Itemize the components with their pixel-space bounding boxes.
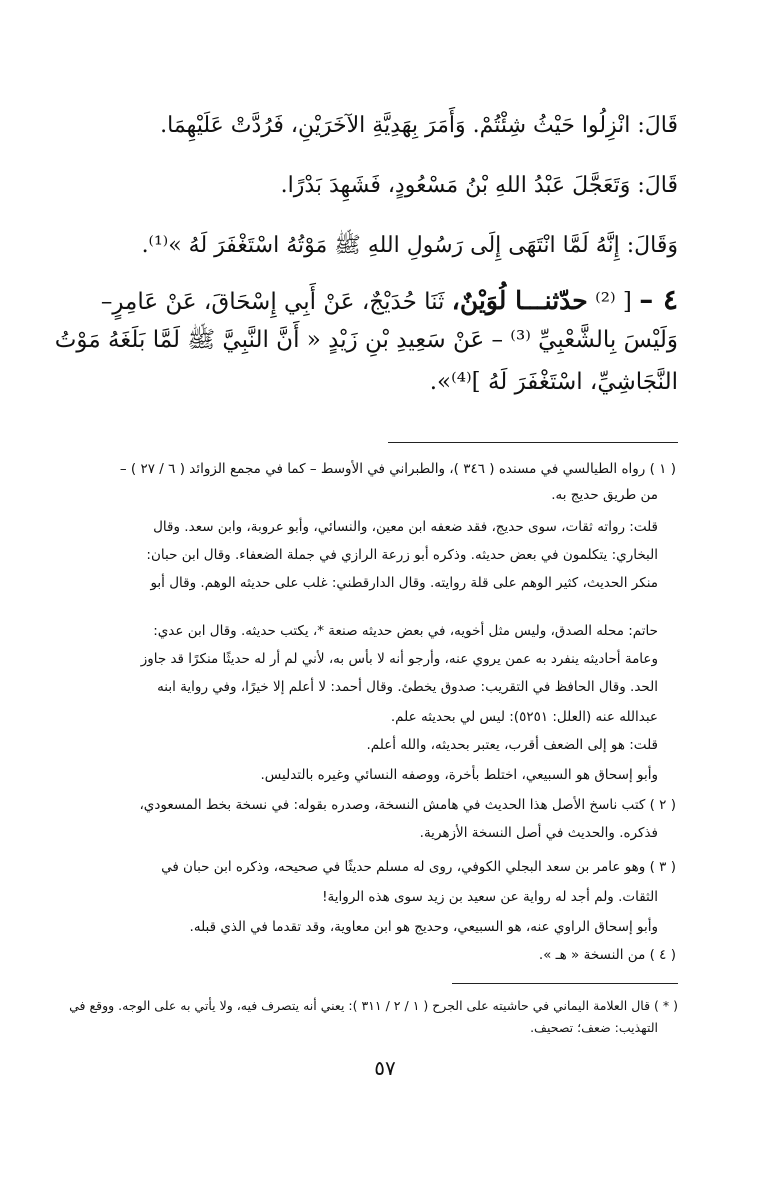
main-text-line: وَقَالَ: إِنَّهُ لَمَّا انْتَهَى إِلَى رَسُولِ اللهِ ﷺ مَوْتُهُ اسْتَغْفَرَ لَهُ »⁽¹⁾.: [141, 233, 678, 258]
hadith-heading-line: [56, 280, 678, 322]
footnote-marker: [ ⁽²⁾: [595, 289, 632, 315]
footnote-1-comment: البخاري: يتكلمون في بعض حديثه. وذكره أبو زرعة الرازي في جملة الضعفاء. وقال ابن حبان:: [146, 547, 658, 563]
footnote-4: ( ٤ ) من النسخة « هـ ».: [538, 947, 676, 963]
main-text-line: قَالَ: انْزِلُوا حَيْثُ شِئْتُمْ. وَأَمَرَ بِهَدِيَّةِ الآخَرَيْنِ، فَرُدَّتْ عَلَيْهِمَا.: [160, 113, 678, 138]
footnote-separator: [388, 442, 678, 443]
footnote-separator: [452, 983, 678, 984]
footnote-2: ( ٢ ) كتب ناسخ الأصل هذا الحديث في هامش النسخة، وصدره بقوله: في نسخة بخط المسعودي،: [139, 797, 676, 813]
footnote-3: ( ٣ ) وهو عامر بن سعد البجلي الكوفي، روى له مسلم حديثًا في صحيحه، وذكره ابن حبان في: [161, 859, 676, 875]
footnote-3-cont: الثقات. ولم أجد له رواية عن سعيد بن زيد سوى هذه الرواية!: [322, 889, 658, 905]
footnote-star: ( * ) قال العلامة اليماني في حاشيته على الجرح ( ١ / ٢ / ٣١١ ): يعني أنه يتصرف فيه، ولا يأتي به على الوجه. ووقع في: [69, 998, 678, 1013]
footnote-1-comment: حاتم: محله الصدق، وليس مثل أخويه، في بعض حديثه صنعة *، يكتب حديثه. وقال ابن عدي:: [153, 623, 658, 639]
footnote-2-cont: فذكره. والحديث في أصل النسخة الأزهرية.: [419, 825, 658, 841]
narration-opening: حدّثنـــا لُوَيْنٌ،: [451, 286, 588, 315]
page-number: ٥٧: [374, 1056, 396, 1080]
footnote-1: ( ١ ) رواه الطيالسي في مسنده ( ٣٤٦ )، والطبراني في الأوسط – كما في مجمع الزوائد ( ٦ / ٢٧ ) –: [119, 461, 676, 477]
hadith-text-line: النَّجَاشِيِّ، اسْتَغْفَرَ لَهُ ]⁽⁴⁾».: [429, 369, 678, 395]
hadith-text-line: وَلَيْسَ بِالشَّعْبِيِّ ⁽³⁾ – عَنْ سَعِيدِ بْنِ زَيْدٍ « أَنَّ النَّبِيَّ ﷺ لَمَّا بَلَغَهُ مَوْتُ: [54, 327, 678, 353]
footnote-1-comment: وأبو إسحاق هو السبيعي، اختلط بأخرة، ووصفه النسائي وغيره بالتدليس.: [260, 767, 658, 783]
footnote-1-comment: قلت: رواته ثقات، سوى حديج، فقد ضعفه ابن معين، والنسائي، وأبو عروبة، وابن سعد. وقال: [153, 519, 658, 535]
footnote-star-cont: التهذيب: ضعف؛ تصحيف.: [530, 1020, 658, 1035]
footnote-1-comment: عبدالله عنه (العلل: ٥٢٥١): ليس لي بحديثه علم.: [390, 709, 658, 725]
isnad-text: ثَنَا حُدَيْجٌ، عَنْ أَبِي إِسْحَاقَ، عَنْ عَامِرٍ–: [100, 289, 445, 315]
footnote-3-cont: وأبو إسحاق الراوي عنه، هو السبيعي، وحديج هو ابن معاوية، وقد تقدما في الذي قبله.: [189, 919, 658, 935]
footnote-1-comment: منكر الحديث، كثير الوهم على قلة روايته. وقال الدارقطني: غلب على حديثه الوهم. وقال أبو: [150, 575, 658, 591]
footnote-1-comment: الحد. وقال الحافظ في التقريب: صدوق يخطئ. وقال أحمد: لا أعلم إلا خيرًا، وفي رواية ابنه: [157, 679, 658, 695]
hadith-number: ٤ –: [639, 283, 678, 316]
footnote-1-cont: من طريق حديج به.: [551, 487, 658, 503]
footnote-1-comment: وعامة أحاديثه ينفرد به عمن يروي عنه، وأرجو أنه لا بأس به، لأني لم أر له حديثًا منكرًا قد جاوز: [140, 651, 658, 667]
footnote-1-comment: قلت: هو إلى الضعف أقرب، يعتبر بحديثه، والله أعلم.: [366, 737, 658, 753]
main-text-line: قَالَ: وَتَعَجَّلَ عَبْدُ اللهِ بْنُ مَسْعُودٍ، فَشَهِدَ بَدْرًا.: [280, 173, 678, 198]
